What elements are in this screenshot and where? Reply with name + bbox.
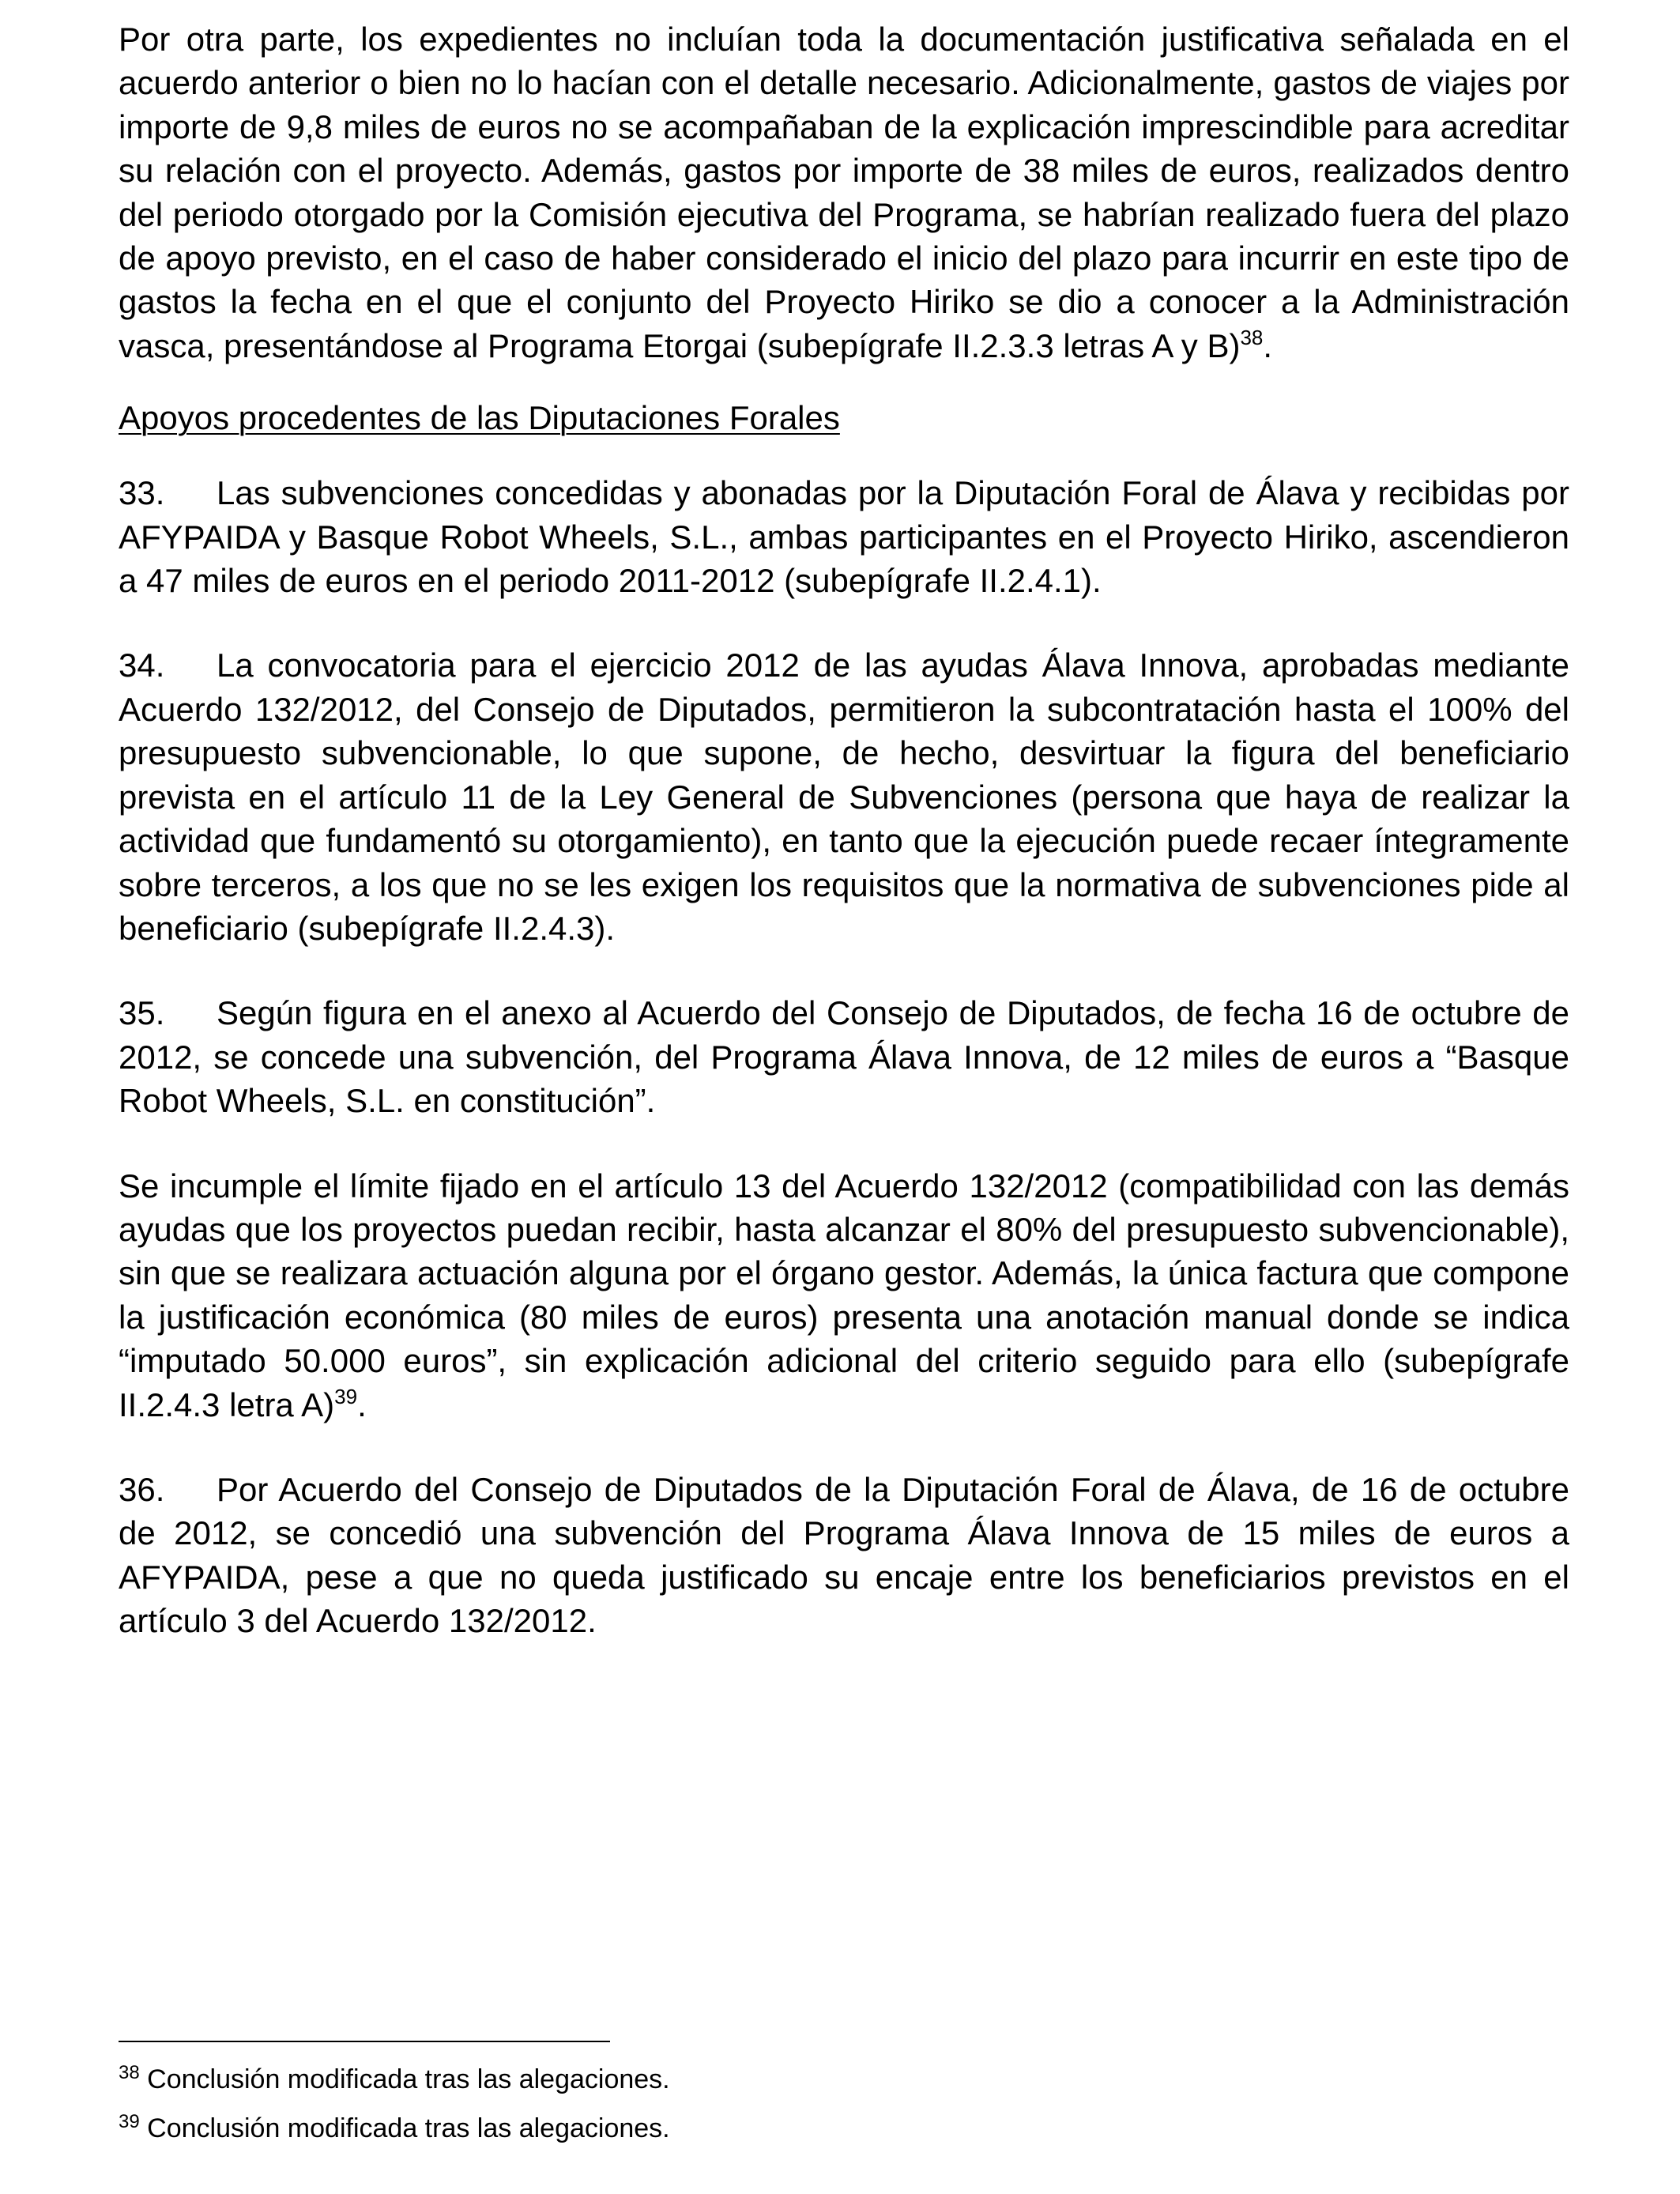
footnotes <box>119 2061 1569 2159</box>
footnote-39-text: Conclusión modificada tras las alegaciones. <box>139 2113 670 2143</box>
paragraph-36-text: Por Acuerdo del Consejo de Diputados de la Diputación Foral de Álava, de 16 de octubre de 2012, se concedió una subvención del Programa Álava Innova de 15 miles de euros a AFYPAIDA, pese a que no queda justificado su encaje entre los beneficiarios previstos en el artículo 3 del Acuerdo 132/2012. <box>119 1470 1569 1640</box>
paragraph-34-number: 34. <box>119 647 165 684</box>
paragraph-35-number: 35. <box>119 994 165 1032</box>
document-body <box>119 17 1569 1684</box>
paragraph-intro <box>119 17 1569 368</box>
paragraph-36 <box>119 1468 1569 1643</box>
paragraph-35-text: Según figura en el anexo al Acuerdo del Consejo de Diputados, de fecha 16 de octubre de 2012, se concede una subvención, del Programa Álava Innova, de 12 miles de euros a “Basque Robot Wheels, S.L. en constitución”. <box>119 994 1569 1120</box>
paragraph-33-text: Las subvenciones concedidas y abonadas por la Diputación Foral de Álava y recibidas por AFYPAIDA y Basque Robot Wheels, S.L., ambas participantes en el Proyecto Hiriko, ascendieron a 47 miles de euros en el periodo 2011-2012 (subepígrafe II.2.4.1). <box>119 474 1569 600</box>
paragraph-35 <box>119 991 1569 1122</box>
paragraph-33 <box>119 471 1569 602</box>
paragraph-35-continued <box>119 1164 1569 1427</box>
paragraph-35-continued-text: Se incumple el límite fijado en el artículo 13 del Acuerdo 132/2012 (compatibilidad con las demás ayudas que los proyectos puedan recibir, hasta alcanzar el 80% del presupuesto subvencionable), sin que se realizara actuación alguna por el órgano gestor. Además, la única factura que compone la justificación económica (80 miles de euros) presenta una anotación manual donde se indica “imputado 50.000 euros”, sin explicación adicional del criterio seguido para ello (subepígrafe II.2.4.3 letra A) <box>119 1167 1569 1423</box>
paragraph-34-text: La convocatoria para el ejercicio 2012 de las ayudas Álava Innova, aprobadas mediante Acuerdo 132/2012, del Consejo de Diputados, permitieron la subcontratación hasta el 100% del presupuesto subvencionable, lo que supone, de hecho, desvirtuar la figura del beneficiario prevista en el artículo 11 de la Ley General de Subvenciones (persona que haya de realizar la actividad que fundamentó su otorgamiento), en tanto que la ejecución puede recaer íntegramente sobre terceros, a los que no se les exigen los requisitos que la normativa de subvenciones pide al beneficiario (subepígrafe II.2.4.3). <box>119 647 1569 947</box>
footnote-38-mark: 38 <box>119 2062 140 2083</box>
footnote-ref-38: 38 <box>1240 325 1264 349</box>
paragraph-intro-text: Por otra parte, los expedientes no incluían toda la documentación justificativa señalada en el acuerdo anterior o bien no lo hacían con el detalle necesario. Adicionalmente, gastos de viajes por importe de 9,8 miles de euros no se acompañaban de la explicación imprescindible para acreditar su relación con el proyecto. Además, gastos por importe de 38 miles de euros, realizados dentro del periodo otorgado por la Comisión ejecutiva del Programa, se habrían realizado fuera del plazo de apoyo previsto, en el caso de haber considerado el inicio del plazo para incurrir en este tipo de gastos la fecha en el que el conjunto del Proyecto Hiriko se dio a conocer a la Administración vasca, presentándose al Programa Etorgai (subepígrafe II.2.3.3 letras A y B) <box>119 21 1569 364</box>
footnote-38-text: Conclusión modificada tras las alegaciones. <box>139 2064 670 2094</box>
paragraph-36-number: 36. <box>119 1470 165 1508</box>
paragraph-34 <box>119 643 1569 950</box>
section-heading: Apoyos procedentes de las Diputaciones Forales <box>119 399 840 437</box>
paragraph-33-number: 33. <box>119 474 165 512</box>
footnote-39 <box>119 2110 1569 2147</box>
footnote-38 <box>119 2061 1569 2098</box>
footnote-separator <box>119 2041 610 2042</box>
footnote-ref-39: 39 <box>334 1384 358 1408</box>
paragraph-35-continued-end: . <box>357 1385 367 1423</box>
paragraph-intro-end: . <box>1263 326 1273 364</box>
footnote-39-mark: 39 <box>119 2111 140 2132</box>
